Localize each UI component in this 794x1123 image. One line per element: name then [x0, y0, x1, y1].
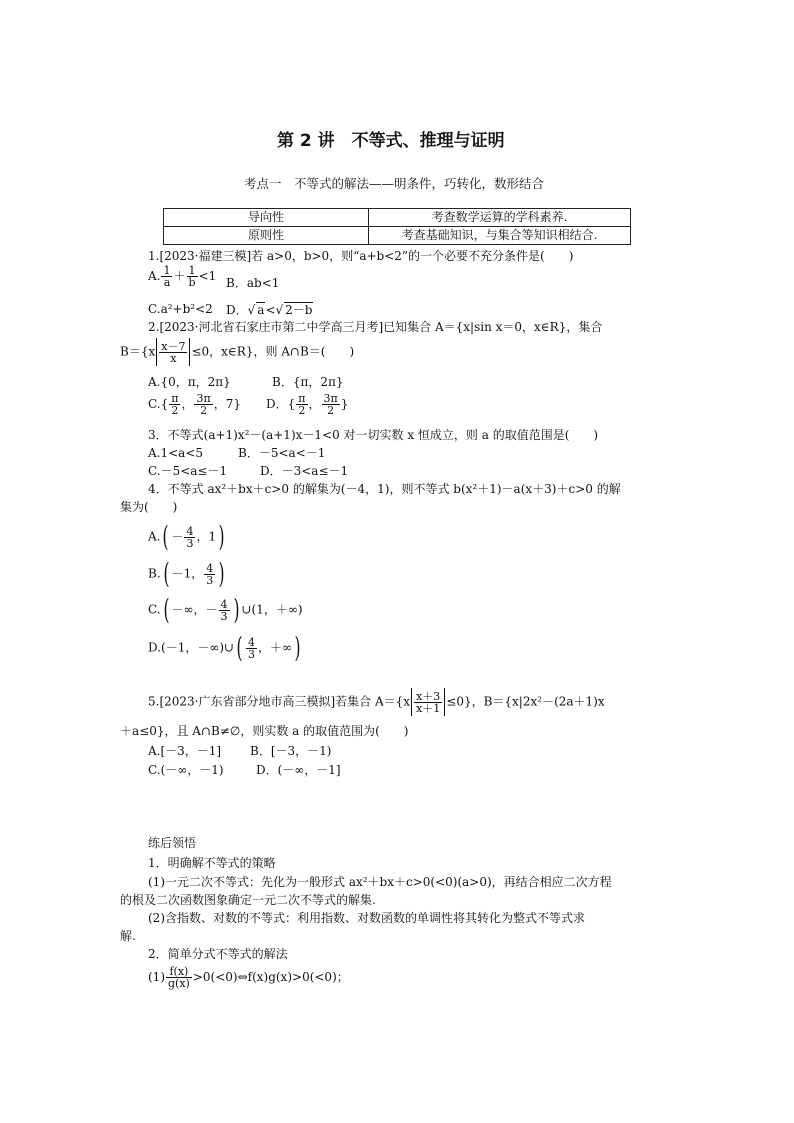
q3-option-c: C.－5<a≤－1 — [148, 464, 228, 478]
q3-stem: 3．不等式(a+1)x²－(a+1)x－1<0 对一切实数 x 恒成立，则 a 的取值范围是( ) — [148, 428, 599, 442]
q5-option-b: B．[－3，－1) — [250, 744, 332, 758]
q4-stem: 4．不等式 ax²＋bx＋c>0 的解集为(－4，1)，则不等式 b(x²＋1)－a(x＋3)＋c>0 的解 — [148, 482, 621, 496]
q4-option-b: B.( －1， $\frac{4}{3}$ ) — [148, 557, 225, 590]
q4-option-d: D.(－1，－∞)∪( $\frac{4}{3}$ ，＋∞) — [148, 631, 301, 664]
summary-heading: 练后领悟 — [148, 836, 197, 850]
summary-point-1a: (1)一元二次不等式：先化为一般形式 ax²＋bx＋c>0(<0)(a>0)，再结合相应二次方程 — [148, 875, 612, 889]
q1-option-b: B．ab<1 — [226, 276, 280, 290]
q1-stem: 1.[2023·福建三模]若 a>0，b>0，则“a+b<2”的一个必要不充分条件是( ) — [148, 249, 574, 263]
table-cell-value: 考查基础知识，与集合等知识相结合. — [369, 227, 631, 245]
q5-option-c: C.(－∞，－1) — [148, 763, 224, 777]
q3-option-a: A.1<a<5 — [148, 446, 204, 460]
q5-stem-line2: ＋a≤0}，且 A∩B≠∅，则实数 a 的取值范围为( ) — [120, 724, 409, 738]
q1-option-c: C.a²+b²<2 — [148, 302, 213, 316]
q2-option-c: C.{ $\frac{\pi}{2}$ ， $\frac{3\pi}{2}$ ，7} — [148, 392, 241, 417]
table-row — [164, 227, 631, 245]
info-table — [163, 208, 631, 245]
summary-point-2a: (1) $\frac{f(x)}{g(x)}$ >0(<0)⇔f(x)g(x)>0(<0)； — [148, 965, 349, 990]
q1-option-d: D．√ a<√ 2－b — [226, 303, 313, 317]
summary-point-1: 1．明确解不等式的策略 — [148, 856, 276, 870]
table-cell-value: 考查数学运算的学科素养. — [369, 209, 631, 227]
q4-option-a: A.( － $\frac{4}{3}$ ，1) — [148, 520, 225, 553]
q5-stem: 5.[2023·广东省部分地市高三模拟]若集合 A＝{x $\frac{x+3}{x+1}$ ≤0}，B＝{x|2x²－(2a＋1)x — [148, 689, 605, 715]
table-row — [164, 209, 631, 227]
summary-point-1b-cont: 解. — [120, 929, 136, 943]
summary-point-1a-cont: 的根及二次函数图象确定一元二次不等式的解集. — [120, 893, 376, 907]
q3-option-b: B．－5<a<－1 — [238, 446, 326, 460]
q5-option-a: A.[－3，－1] — [148, 744, 222, 758]
q4-stem-line2: 集为( ) — [120, 500, 178, 514]
summary-point-2: 2．简单分式不等式的解法 — [148, 947, 288, 961]
table-cell-label: 导向性 — [164, 209, 369, 227]
q1-option-a: A. $\frac{1}{a}$ ＋ $\frac{1}{b}$ <1 — [148, 264, 217, 289]
q4-option-c: C.( －∞，－ $\frac{4}{3}$ ) ∪(1，＋∞) — [148, 593, 303, 626]
q3-option-d: D．－3<a≤－1 — [260, 464, 349, 478]
q2-stem: 2.[2023·河北省石家庄市第二中学高三月考]已知集合 A＝{x|sin x＝0，x∈R}，集合 — [148, 320, 603, 334]
page-title: 第 2 讲 不等式、推理与证明 — [277, 131, 505, 151]
table-cell-label: 原则性 — [164, 227, 369, 245]
q2-option-b: B．{π，2π} — [272, 375, 344, 389]
summary-point-1b: (2)含指数、对数的不等式：利用指数、对数函数的单调性将其转化为整式不等式求 — [148, 911, 586, 925]
q5-option-d: D．(－∞，－1] — [256, 763, 341, 777]
q2-option-a: A.{0，π，2π} — [148, 375, 231, 389]
q2-option-d: D．{ $\frac{\pi}{2}$ ， $\frac{3\pi}{2}$ } — [266, 392, 349, 417]
q2-stem-line2: B＝{x $\frac{x-7}{x}$ ≤0，x∈R}，则 A∩B＝( ) — [120, 339, 355, 365]
section-subtitle: 考点一 不等式的解法——明条件，巧转化，数形结合 — [244, 176, 545, 191]
